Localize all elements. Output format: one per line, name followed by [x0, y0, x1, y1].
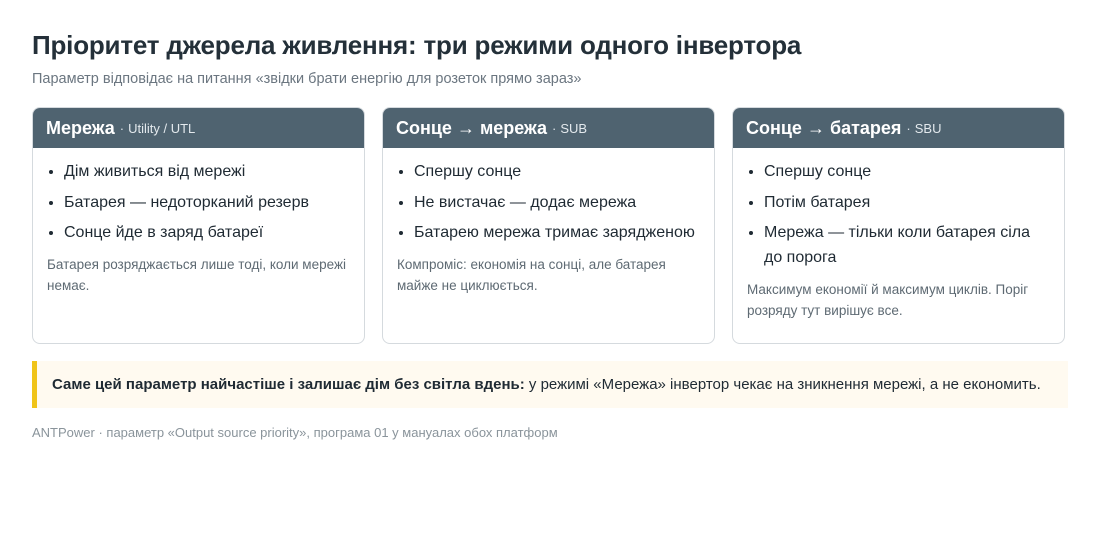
card-note: Компроміс: економія на сонці, але батарея майже не циклюється.	[397, 257, 666, 293]
mode-card-sub	[382, 107, 715, 344]
page-subtitle: Параметр відповідає на питання «звідки брати енергію для розеток прямо зараз»	[32, 71, 582, 87]
list-item: • Мережа — тільки коли батарея сіла до порога	[764, 220, 1050, 270]
page	[32, 28, 1068, 442]
card-separator: ·	[119, 120, 125, 136]
card-separator: ·	[906, 120, 911, 136]
card-separator: ·	[552, 120, 557, 136]
card-code: SUB	[560, 120, 588, 136]
card-list	[397, 159, 700, 245]
warning-callout	[32, 361, 1068, 408]
source-footer: ANTPower · параметр «Output source priority», програма 01 у мануалах обох платформ	[32, 425, 558, 440]
card-title: Сонце → мережа	[396, 117, 548, 138]
card-list	[747, 159, 1050, 270]
list-item: • Батарею мережа тримає зарядженою	[414, 220, 700, 245]
list-item: • Дім живиться від мережі	[64, 159, 350, 184]
list-item: • Не вистачає — додає мережа	[414, 190, 700, 215]
card-note: Батарея розряджається лише тоді, коли мережі немає.	[47, 257, 346, 293]
card-body	[733, 148, 1064, 333]
page-title: Пріоритет джерела живлення: три режими одного інвертора	[32, 30, 802, 60]
card-title: Сонце → батарея	[746, 117, 902, 138]
card-body	[33, 148, 364, 308]
card-header	[33, 108, 364, 148]
list-item: • Потім батарея	[764, 190, 1050, 215]
mode-card-sbu	[732, 107, 1065, 344]
callout-emphasis: Саме цей параметр найчастіше і залишає дім без світла вдень:	[52, 376, 525, 393]
callout-text: у режимі «Мережа» інвертор чекає на зникнення мережі, а не економить.	[524, 376, 1041, 393]
card-title: Мережа	[46, 117, 115, 138]
list-item: • Спершу сонце	[764, 159, 1050, 184]
mode-cards	[32, 107, 1068, 344]
card-code: SBU	[914, 120, 942, 136]
mode-card-utility	[32, 107, 365, 344]
card-header	[733, 108, 1064, 148]
list-item: • Сонце йде в заряд батареї	[64, 220, 350, 245]
list-item: • Спершу сонце	[414, 159, 700, 184]
card-header	[383, 108, 714, 148]
card-note: Максимум економії й максимум циклів. Поріг розряду тут вирішує все.	[747, 282, 1029, 318]
list-item: • Батарея — недоторканий резерв	[64, 190, 350, 215]
card-list	[47, 159, 350, 245]
card-code: Utility / UTL	[128, 120, 196, 136]
card-body	[383, 148, 714, 308]
